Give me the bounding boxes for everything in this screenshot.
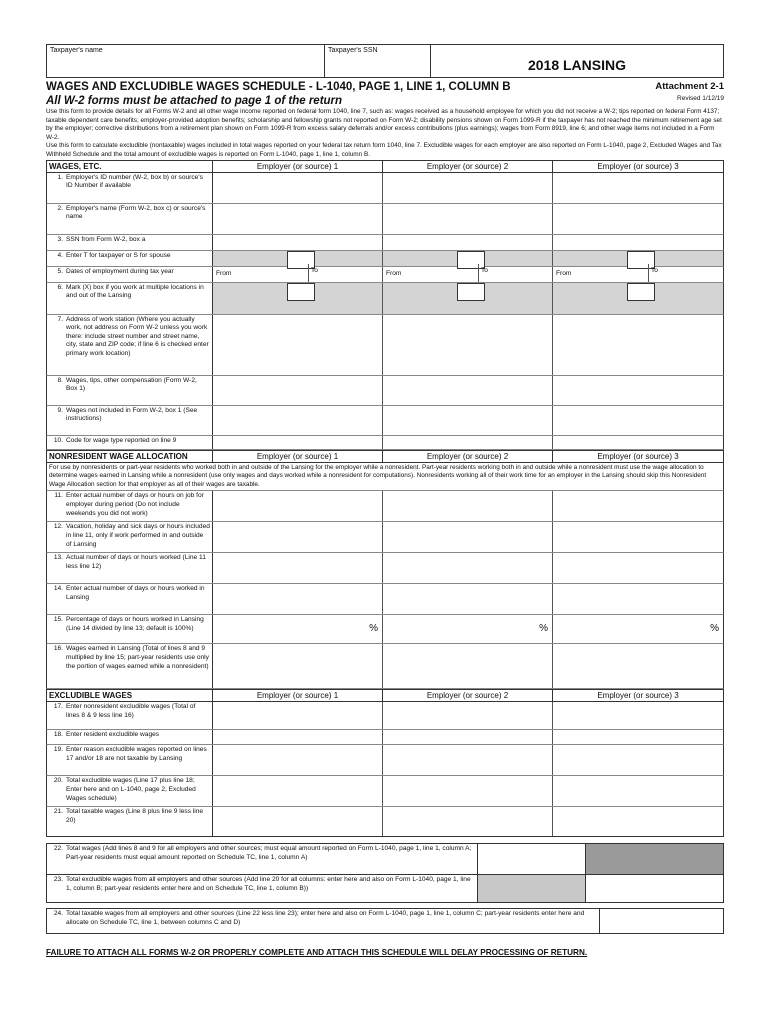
- line-21-row: 21. Total taxable wages (Line 8 plus line 9 less line 20): [46, 807, 724, 837]
- line-20-emp-3[interactable]: [553, 776, 723, 806]
- line-17-label: Enter nonresident excludible wages (Total of lines 8 & 9 less line 16): [66, 703, 196, 719]
- to-label: To: [478, 264, 488, 282]
- line-19-row: 19. Enter reason excludible wages reported on lines 17 and/or 18 are not taxable by Lansing: [46, 745, 724, 776]
- excludible-section-title: EXCLUDIBLE WAGES: [47, 690, 213, 701]
- line-23-row: 23. Total excludible wages from all employers and other sources (Add line 20 for all columns: enter here and also on Form L-1040, page 1, line 1, column B; part-year residents enter here and on Schedule TC, line 1, column B)): [46, 875, 724, 903]
- line-6-emp-1: [213, 283, 383, 314]
- footer-warning: FAILURE TO ATTACH ALL FORMS W-2 OR PROPERLY COMPLETE AND ATTACH THIS SCHEDULE WILL DELAY PROCESSING OF RETURN.: [46, 948, 588, 957]
- line-9-label: Wages not included in Form W-2, box 1 (See instructions): [66, 406, 198, 423]
- line-4-label: Enter T for taxpayer or S for spouse: [66, 251, 171, 259]
- line-9-emp-1[interactable]: [213, 406, 383, 435]
- line-7-emp-3[interactable]: [553, 315, 723, 375]
- line-3-label: SSN from Form W-2, box a: [66, 235, 146, 243]
- header-row: [46, 44, 724, 78]
- percent-sign: %: [369, 623, 378, 635]
- taxpayer-name-field[interactable]: [47, 45, 325, 77]
- line-5-emp-1[interactable]: [213, 267, 383, 282]
- line-5-label: Dates of employment during tax year: [66, 267, 174, 275]
- line-16-emp-1[interactable]: [213, 644, 383, 688]
- line-11-emp-1[interactable]: [213, 491, 383, 521]
- employer-col-2: Employer (or source) 2: [383, 690, 553, 701]
- intro-paragraph-1: Use this form to provide details for all Forms W-2 and all other wage income reported on federal form 1040, line 7, such as: wages received as a household employee for which you did not receive a W-2; tips reported on federal Form 4137; taxable dependent care benefits; employer-provided adoption benefits; scholarship and fellowship grants not reported on Form W-2; disability pensions shown on Form 1099-R if the taxpayer has not reached the minimum retirement age set by the employer; corrective distributions from a retirement plan shown on Form 1099-R from excess salary deferrals and/or excess contributions (plus earnings); wages from Form 8919, line 6; and other wage items not included in a Form W-2.: [46, 108, 722, 141]
- line-4-emp-2: [383, 251, 553, 266]
- line-9-row: 9. Wages not included in Form W-2, box 1 (See instructions): [46, 406, 724, 436]
- employer-col-3: Employer (or source) 3: [597, 691, 679, 701]
- line-6-row: 6. Mark (X) box if you work at multiple locations in and out of the Lansing: [46, 283, 724, 315]
- line-17-row: 17. Enter nonresident excludible wages (Total of lines 8 & 9 less line 16): [46, 702, 724, 730]
- line-9-emp-3[interactable]: [553, 406, 723, 435]
- line-10-emp-2[interactable]: [383, 436, 553, 449]
- line-1-label: Employer's ID number (W-2, box b) or source's ID Number if available: [66, 173, 203, 190]
- line-24-label: Total taxable wages from all employers and other sources (Line 22 less line 23); enter here and also on Form L-1040, page 1, line 1, column C; part-year residents enter here and allocate on Schedule TC, line 1, between columns C and D): [66, 910, 585, 926]
- line-14-emp-1[interactable]: [213, 584, 383, 614]
- line-3-emp-1[interactable]: [213, 235, 383, 250]
- line-22-label: Total wages (Add lines 8 and 9 for all employers and other sources; must equal amount reported on Form L-1040, page 1, line 1, column A; Part-year residents must equal amount reported on Schedule TC, line 1, column A): [66, 845, 472, 861]
- line-12-emp-1[interactable]: [213, 522, 383, 552]
- form-subtitle: All W-2 forms must be attached to page 1 of the return: [46, 95, 343, 107]
- excludible-section-header: [46, 689, 724, 702]
- to-label: To: [648, 264, 658, 282]
- line-18-row: 18. Enter resident excludible wages: [46, 730, 724, 745]
- line-17-emp-3[interactable]: [553, 702, 723, 729]
- wages-section-title: WAGES, ETC.: [47, 161, 213, 172]
- line-8-emp-1[interactable]: [213, 376, 383, 405]
- line-16-emp-2[interactable]: [383, 644, 553, 688]
- line-24-row: 24. Total taxable wages from all employers and other sources (Line 22 less line 23); enter here and also on Form L-1040, page 1, line 1, column C; part-year residents enter here and allocate on Schedule TC, line 1, between columns C and D): [46, 908, 724, 934]
- percent-sign: %: [539, 623, 548, 635]
- to-label: To: [308, 264, 318, 282]
- line-1-emp-2[interactable]: [383, 173, 553, 203]
- taxpayer-ssn-field[interactable]: [325, 45, 431, 77]
- line-6-emp-3: [553, 283, 723, 314]
- line-16-emp-3[interactable]: [553, 644, 723, 688]
- employer-col-2: Employer (or source) 2: [383, 161, 553, 172]
- year-title: 2018 LANSING: [527, 57, 627, 73]
- nonresident-section-title: NONRESIDENT WAGE ALLOCATION: [47, 451, 213, 462]
- line-21-emp-1[interactable]: [213, 807, 383, 836]
- line-19-label: Enter reason excludible wages reported on lines 17 and/or 18 are not taxable by Lansing: [66, 746, 207, 762]
- line-22-shaded: [586, 844, 723, 874]
- line-16-row: 16. Wages earned in Lansing (Total of lines 8 and 9 multiplied by line 15; part-year residents use only the portion of wages earned while a nonresident): [46, 644, 724, 689]
- line-20-row: 20. Total excludible wages (Line 17 plus line 18; Enter here and on L-1040, page 2, Excluded Wages schedule): [46, 776, 724, 807]
- line-15-emp-1[interactable]: [213, 615, 383, 643]
- form: [46, 44, 724, 934]
- line-22-amount[interactable]: [478, 844, 586, 874]
- line-20-emp-2[interactable]: [383, 776, 553, 806]
- line-13-emp-1[interactable]: [213, 553, 383, 583]
- line-14-emp-3[interactable]: [553, 584, 723, 614]
- line-10-label: Code for wage type reported on line 9: [66, 436, 177, 444]
- line-13-row: 13. Actual number of days or hours worked (Line 11 less line 12): [46, 553, 724, 584]
- employer-col-1: Employer (or source) 1: [213, 161, 383, 172]
- wages-section-header: [46, 160, 724, 173]
- line-8-emp-3[interactable]: [553, 376, 723, 405]
- line-12-emp-3[interactable]: [553, 522, 723, 552]
- employer-col-2: Employer (or source) 2: [383, 451, 553, 462]
- from-label: From: [556, 269, 572, 277]
- line-13-emp-2[interactable]: [383, 553, 553, 583]
- taxpayer-name-label: Taxpayer's name: [50, 47, 103, 54]
- employer-col-1: Employer (or source) 1: [213, 690, 383, 701]
- line-11-emp-2[interactable]: [383, 491, 553, 521]
- line-23-amount[interactable]: [586, 875, 723, 902]
- line-6-label: Mark (X) box if you work at multiple locations in and out of the Lansing: [66, 283, 204, 300]
- line-21-label: Total taxable wages (Line 8 plus line 9 less line 20): [66, 808, 204, 824]
- line-20-label: Total excludible wages (Line 17 plus line 18; Enter here and on L-1040, page 2, Excluded Wages schedule): [66, 777, 196, 802]
- line-5-emp-2[interactable]: [383, 267, 553, 282]
- line-2-label: Employer's name (Form W-2, box c) or source's name: [66, 204, 206, 221]
- line-19-emp-2[interactable]: [383, 745, 553, 775]
- line-15-emp-3[interactable]: [553, 615, 723, 643]
- line-14-label: Enter actual number of days or hours worked in Lansing: [66, 585, 205, 601]
- employer-col-1: Employer (or source) 1: [213, 451, 383, 462]
- line-13-label: Actual number of days or hours worked (Line 11 less line 12): [66, 554, 206, 570]
- line-4-emp-3: [553, 251, 723, 266]
- line-22-row: 22. Total wages (Add lines 8 and 9 for all employers and other sources; must equal amount reported on Form L-1040, page 1, line 1, column A; Part-year residents must equal amount reported on Schedule TC, line 1, column A): [46, 843, 724, 875]
- title-row: [46, 81, 724, 107]
- line-16-label: Wages earned in Lansing (Total of lines 8 and 9 multiplied by line 15; part-year residents use only the portion of wages earned while a nonresident): [66, 645, 209, 670]
- line-2-emp-3[interactable]: [553, 204, 723, 234]
- line-7-emp-2[interactable]: [383, 315, 553, 375]
- line-24-amount[interactable]: [600, 909, 723, 933]
- line-11-row: 11. Enter actual number of days or hours on job for employer during period (Do not include weekends you did not work): [46, 491, 724, 522]
- line-12-row: 12. Vacation, holiday and sick days or hours included in line 11, only if work performed in and outside of Lansing: [46, 522, 724, 553]
- line-4-emp-1: [213, 251, 383, 266]
- line-4-row: 4. Enter T for taxpayer or S for spouse: [46, 251, 724, 267]
- line-2-emp-1[interactable]: [213, 204, 383, 234]
- line-7-row: 7. Address of work station (Where you actually work, not address on Form W-2 unless you work there: include street number and street name, city, state and ZIP code; if line 6 is checked enter primary work location): [46, 315, 724, 376]
- line-19-emp-1[interactable]: [213, 745, 383, 775]
- line-8-label: Wages, tips, other compensation (Form W-2, Box 1): [66, 376, 197, 393]
- line-18-emp-2[interactable]: [383, 730, 553, 744]
- line-18-emp-1[interactable]: [213, 730, 383, 744]
- form-title: WAGES AND EXCLUDIBLE WAGES SCHEDULE - L-1040, PAGE 1, LINE 1, COLUMN B: [46, 81, 511, 93]
- line-19-emp-3[interactable]: [553, 745, 723, 775]
- line-10-emp-1[interactable]: [213, 436, 383, 449]
- nonresident-section-header: [46, 450, 724, 463]
- line-3-emp-3[interactable]: [553, 235, 723, 250]
- line-9-emp-2[interactable]: [383, 406, 553, 435]
- percent-sign: %: [710, 623, 719, 635]
- line-1-row: 1. Employer's ID number (W-2, box b) or source's ID Number if available: [46, 173, 724, 204]
- line-15-row: 15. Percentage of days or hours worked in Lansing (Line 14 divided by line 13; default is 100%) % % %: [46, 615, 724, 644]
- from-label: From: [386, 269, 402, 277]
- intro-paragraph-2: Use this form to calculate excludible (nontaxable) wages included in total wages reported on your federal tax return form 1040, line 7. Excludible wages for each employer are also reported on Form L-1040, page 2, Excluded Wages and Tax Withheld Schedule and the total amount of excludible wages is reported on Form L-1040, page 1, line 1, column B.: [46, 142, 722, 158]
- line-3-row: 3. SSN from Form W-2, box a: [46, 235, 724, 251]
- line-17-emp-2[interactable]: [383, 702, 553, 729]
- line-10-emp-3[interactable]: [553, 436, 723, 449]
- line-2-row: 2. Employer's name (Form W-2, box c) or source's name: [46, 204, 724, 235]
- line-14-row: 14. Enter actual number of days or hours worked in Lansing: [46, 584, 724, 615]
- employer-col-3: Employer (or source) 3: [597, 451, 679, 461]
- line-8-emp-2[interactable]: [383, 376, 553, 405]
- line-7-emp-1[interactable]: [213, 315, 383, 375]
- nonresident-note: For use by nonresidents or part-year residents who worked both in and outside of the Lansing for the employer while a nonresident. Part-year residents working both in and outside while a nonresident must use the wage allocation to determine wages earned in Lansing while a nonresident (use only wages and days worked while a nonresident for computations). Nonresidents working all of their work time for an employer in the Lansing should skip this Nonresident Wage Allocation section for that employer as all of their wages are taxable.: [46, 463, 724, 492]
- line-7-label: Address of work station (Where you actually work, not address on Form W-2 unless you work there: include street number and street name, city, state and ZIP code; if line 6 is checked enter primary work location): [66, 315, 209, 357]
- line-18-emp-3[interactable]: [553, 730, 723, 744]
- line-20-emp-1[interactable]: [213, 776, 383, 806]
- line-6-emp-2-box[interactable]: [457, 283, 485, 301]
- line-23-label: Total excludible wages from all employers and other sources (Add line 20 for all columns: enter here and also on Form L-1040, page 1, line 1, column B; part-year residents enter here and on Schedule TC, line 1, column B)): [66, 876, 471, 892]
- line-6-emp-1-box[interactable]: [287, 283, 315, 301]
- line-1-emp-3[interactable]: [553, 173, 723, 203]
- line-23-shaded: [478, 875, 586, 902]
- line-13-emp-3[interactable]: [553, 553, 723, 583]
- line-6-emp-3-box[interactable]: [627, 283, 655, 301]
- line-5-emp-3[interactable]: [553, 267, 723, 282]
- line-12-emp-2[interactable]: [383, 522, 553, 552]
- line-11-emp-3[interactable]: [553, 491, 723, 521]
- line-8-row: 8. Wages, tips, other compensation (Form W-2, Box 1): [46, 376, 724, 406]
- attachment-label: Attachment 2-1: [655, 81, 724, 92]
- line-21-emp-2[interactable]: [383, 807, 553, 836]
- line-15-emp-2[interactable]: [383, 615, 553, 643]
- line-14-emp-2[interactable]: [383, 584, 553, 614]
- employer-col-3: Employer (or source) 3: [597, 161, 679, 171]
- taxpayer-ssn-label: Taxpayer's SSN: [328, 47, 378, 54]
- line-17-emp-1[interactable]: [213, 702, 383, 729]
- line-10-row: 10. Code for wage type reported on line 9: [46, 436, 724, 450]
- line-1-emp-1[interactable]: [213, 173, 383, 203]
- line-3-emp-2[interactable]: [383, 235, 553, 250]
- line-21-emp-3[interactable]: [553, 807, 723, 836]
- line-11-label: Enter actual number of days or hours on job for employer during period (Do not include weekends you did not work): [66, 492, 204, 517]
- line-5-row: 5. Dates of employment during tax year From To From To From To: [46, 267, 724, 283]
- line-18-label: Enter resident excludible wages: [66, 731, 160, 739]
- line-12-label: Vacation, holiday and sick days or hours included in line 11, only if work performed in and outside of Lansing: [66, 523, 210, 548]
- line-6-emp-2: [383, 283, 553, 314]
- revised-date: Revised 1/12/19: [677, 95, 724, 102]
- line-2-emp-2[interactable]: [383, 204, 553, 234]
- from-label: From: [216, 269, 232, 277]
- line-15-label: Percentage of days or hours worked in Lansing (Line 14 divided by line 13; default is 100%): [66, 616, 204, 632]
